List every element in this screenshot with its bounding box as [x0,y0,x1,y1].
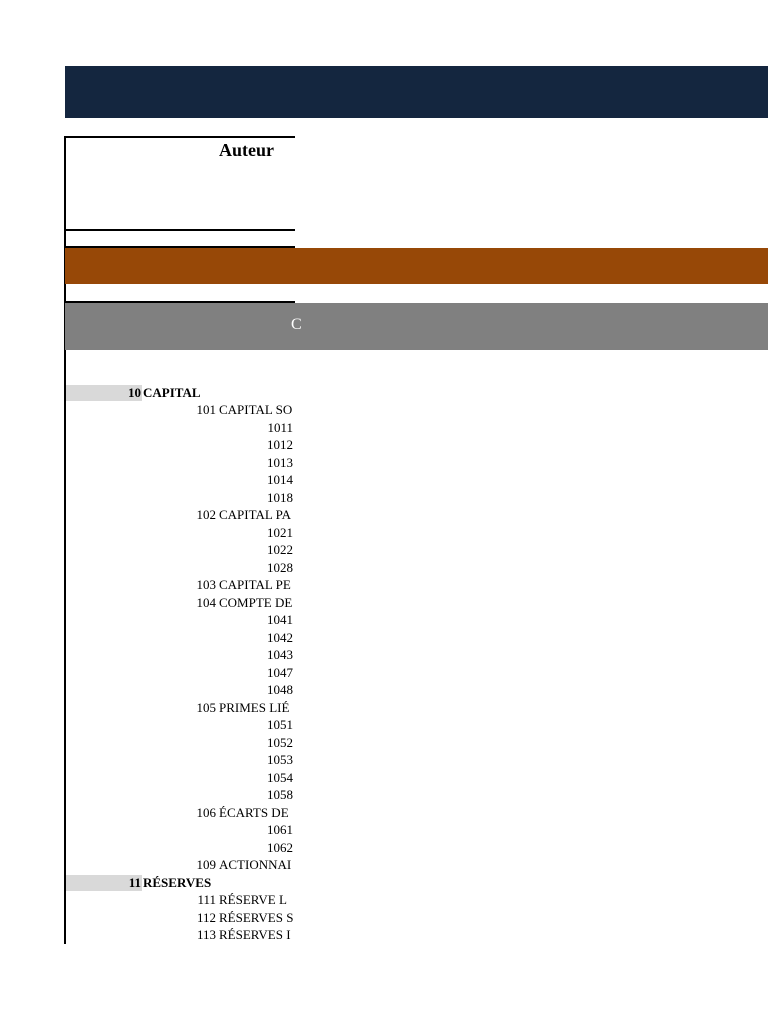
account-code: 1012 [267,437,293,452]
account-code: 112 [196,909,216,925]
account-code: 1018 [267,489,293,505]
account-code: 1054 [267,769,293,785]
account-label: COMPTE DE [219,594,293,610]
column-header-text-fragment: C [291,316,302,333]
account-label: CAPITAL SO [219,402,293,417]
account-code: 1062 [267,839,293,855]
account-code: 11 [128,874,141,890]
account-code: 106 [196,804,216,820]
account-label: RÉSERVES [143,874,212,890]
account-code: 1021 [267,524,293,540]
column-header-band [65,303,768,350]
account-code: 105 [196,699,216,715]
account-label: PRIMES LIÉ [219,699,290,715]
account-code: 1051 [267,717,293,732]
account-code: 102 [196,507,216,522]
account-label: CAPITAL [143,384,201,400]
account-code: 10 [128,384,141,400]
account-code: 1022 [267,542,293,557]
account-label: ACTIONNAI [219,857,292,872]
account-label: RÉSERVE L [219,892,287,907]
header-bar [65,66,768,118]
account-code: 104 [196,594,216,610]
account-code: 1053 [267,752,293,767]
account-code: 1058 [267,787,293,802]
account-code: 111 [197,892,216,907]
account-code: 109 [196,857,216,872]
account-code: 1047 [267,664,293,680]
account-label: ÉCARTS DE [219,804,289,820]
divider-author-bottom [64,229,295,231]
account-label: RÉSERVES S [219,909,294,925]
account-label: CAPITAL PE [219,577,291,592]
account-code: 1042 [267,629,293,645]
account-code: 1048 [267,682,293,697]
account-code: 1011 [267,419,293,435]
account-code: 1014 [267,472,293,487]
section-band-orange [65,248,768,284]
account-code: 1028 [267,559,293,575]
account-code: 1052 [267,734,293,750]
divider-top [64,136,295,138]
author-label: Auteur [219,140,274,160]
account-code: 101 [196,402,216,417]
account-label: CAPITAL PA [219,507,292,522]
account-code: 113 [196,927,216,942]
account-code: 103 [196,577,216,592]
account-code: 1043 [267,647,293,662]
account-code: 1041 [267,612,293,627]
account-label: RÉSERVES I [219,927,291,942]
account-code: 1013 [267,454,293,470]
account-code: 1061 [267,822,293,837]
